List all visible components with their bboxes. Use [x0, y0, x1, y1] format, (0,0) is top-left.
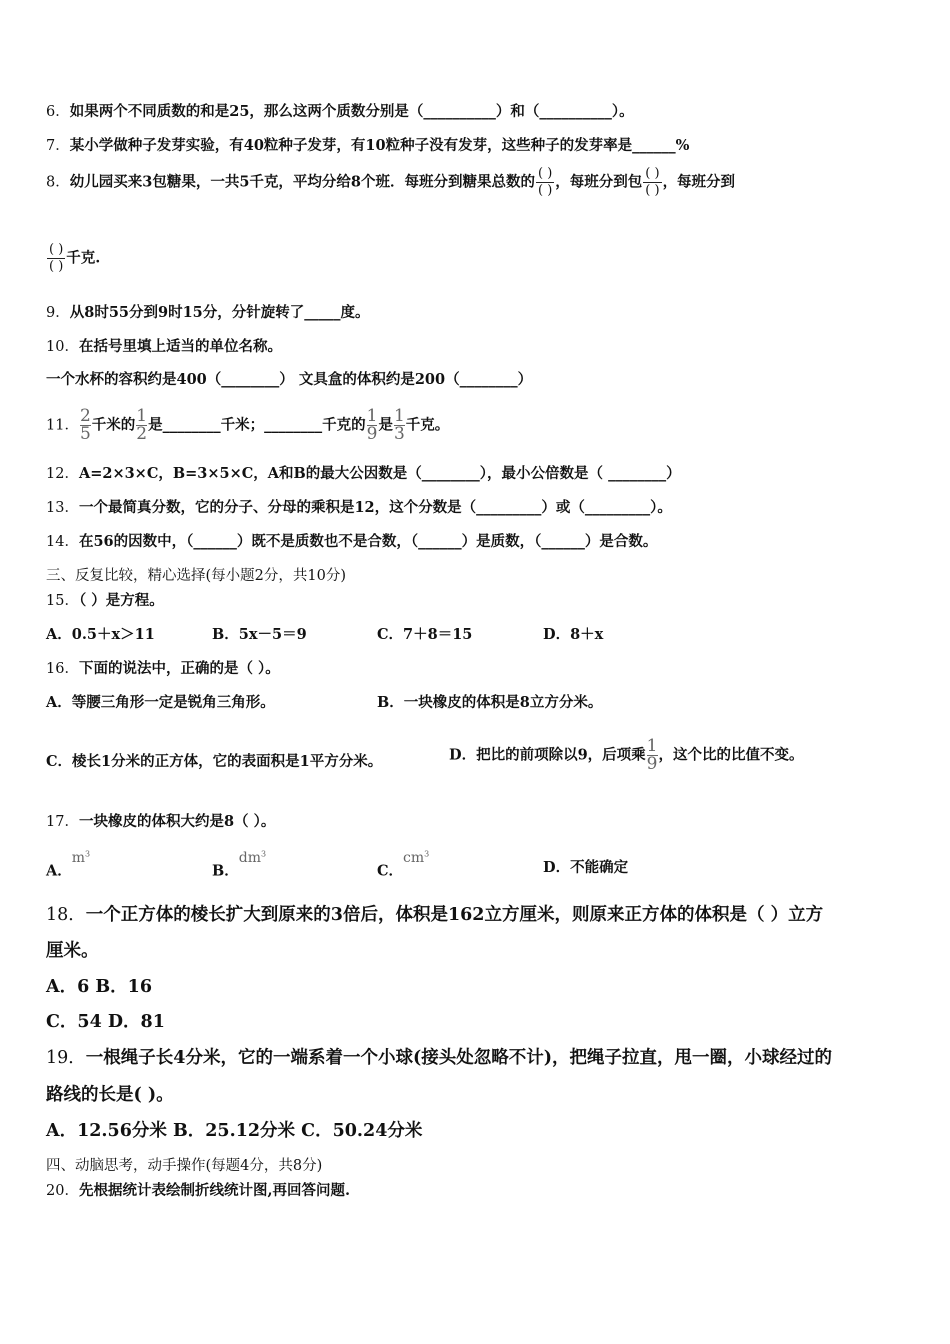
question-17 [46, 812, 275, 832]
unit-dm3: $dm^3$ [238, 849, 267, 866]
option-c[interactable]: C．$cm^3$ [377, 849, 430, 880]
question-text: 在括号里填上适当的单位名称。 [78, 338, 282, 355]
option-d[interactable]: D．不能确定 [543, 859, 629, 876]
option-d[interactable]: D．把比的前项除以9，后项乘 $\frac{1}{9}$ ，这个比的比值不变。 [449, 736, 804, 774]
question-text: 一个最简真分数，它的分子、分母的乘积是12，这个分数是（_________）或（_________）。 [78, 499, 672, 516]
fraction: $\frac{1}{2}$ [136, 406, 148, 444]
unit-m3: $m^3$ [71, 849, 91, 866]
question-number: 11． [46, 417, 79, 434]
question-number: 17． [46, 814, 79, 830]
question-text: 一块橡皮的体积大约是8（ ）。 [78, 813, 276, 830]
question-9 [46, 303, 370, 323]
question-number: 20． [46, 1183, 79, 1199]
option-b[interactable]: B．5x－5＝9 [212, 626, 307, 643]
unit-cm3: $cm^3$ [403, 849, 430, 866]
question-number: 16． [46, 661, 79, 677]
fraction: $\frac{1}{9}$ [646, 736, 658, 774]
question-text: 在56的因数中，（______）既不是质数也不是合数，（______）是质数，（______）是合数。 [78, 533, 658, 550]
question-number: 18． [46, 905, 86, 925]
fraction-blank: $\frac{( )}{( )}$ [49, 242, 64, 274]
question-8-continued: $\frac{( )}{( )}$ 千克. [49, 242, 101, 274]
question-10 [46, 337, 282, 357]
question-18 [46, 902, 823, 928]
options-cd[interactable]: C．54 D．81 [46, 1012, 165, 1032]
question-number: 10． [46, 339, 79, 355]
fraction-blank: $\frac{( )}{( )}$ [538, 166, 553, 198]
question-12 [46, 464, 681, 484]
question-number: 13． [46, 500, 79, 516]
fraction: $\frac{1}{3}$ [393, 406, 405, 444]
question-13 [46, 498, 672, 518]
question-15 [46, 591, 164, 611]
question-text: 先根据统计表绘制折线统计图,再回答问题. [78, 1182, 351, 1199]
option-a[interactable]: A．等腰三角形一定是锐角三角形。 [46, 694, 275, 711]
section-3-heading: 三、反复比较，精心选择(每小题2分，共10分) [46, 568, 346, 584]
question-text: 幼儿园买来3包糖果，一共5千克，平均分给8个班．每班分到糖果总数的 [69, 173, 535, 191]
question-number: 9． [46, 305, 70, 321]
question-11: 11． $\frac{2}{5}$ 千米的 $\frac{1}{2}$ 是________千米；________千克的 $\frac{1}{9}$ 是 $\frac{1}{3}$ 千克。 [46, 406, 450, 444]
question-number: 7． [46, 138, 70, 154]
option-c[interactable]: C．棱长1分米的正方体，它的表面积是1平方分米。 [46, 753, 383, 770]
question-19 [46, 1045, 832, 1071]
question-text: A=2×3×C，B=3×5×C，A和B的最大公因数是（________），最小公倍数是（ ________） [78, 465, 681, 482]
options-ab[interactable]: A．6 B．16 [46, 977, 152, 997]
question-number: 15． [46, 593, 79, 609]
question-number: 12． [46, 466, 79, 482]
question-number: 6． [46, 104, 70, 120]
question-text: 从8时55分到9时15分，分针旋转了_____度。 [69, 304, 370, 321]
question-text: 一个正方体的棱长扩大到原来的3倍后，体积是162立方厘米，则原来正方体的体积是（ ）立方 [85, 905, 824, 925]
question-text: 下面的说法中，正确的是（ ）。 [78, 660, 280, 677]
option-c[interactable]: C．7＋8＝15 [377, 626, 473, 643]
option-b[interactable]: B．一块橡皮的体积是8立方分米。 [377, 694, 603, 711]
question-text: （ ）是方程。 [78, 592, 164, 609]
section-4-heading: 四、动脑思考，动手操作(每题4分，共8分) [46, 1158, 323, 1174]
options[interactable]: A．12.56分米 B．25.12分米 C．50.24分米 [46, 1121, 423, 1141]
question-text: 某小学做种子发芽实验，有40粒种子发芽，有10粒种子没有发芽，这些种子的发芽率是______% [69, 137, 690, 154]
question-6 [46, 102, 634, 122]
question-14 [46, 532, 657, 552]
question-number: 19． [46, 1048, 86, 1068]
question-16 [46, 659, 280, 679]
option-b[interactable]: B．$dm^3$ [212, 849, 267, 880]
fraction-blank: $\frac{( )}{( )}$ [645, 166, 660, 198]
question-8: 8．幼儿园买来3包糖果，一共5千克，平均分给8个班．每班分到糖果总数的 $\frac{( )}{( )}$ ，每班分到包 $\frac{( )}{( )}$ ，每班分到 [46, 166, 736, 198]
option-a[interactable]: A．0.5＋x＞11 [46, 626, 155, 643]
question-text: 如果两个不同质数的和是25，那么这两个质数分别是（__________）和（__________）。 [69, 103, 634, 120]
question-18-line2: 厘米。 [46, 941, 99, 961]
option-d[interactable]: D．8＋x [543, 626, 604, 643]
question-text: 一根绳子长4分米，它的一端系着一个小球(接头处忽略不计)，把绳子拉直，甩一圈，小球经过的 [85, 1048, 833, 1068]
fraction: $\frac{2}{5}$ [79, 406, 91, 444]
question-10-line2: 一个水杯的容积约是400（________） 文具盒的体积约是200（________） [46, 371, 533, 388]
fraction: $\frac{1}{9}$ [366, 406, 378, 444]
option-a[interactable]: A．$m^3$ [46, 849, 91, 880]
question-number: 14． [46, 534, 79, 550]
question-20 [46, 1181, 350, 1201]
question-number: 8． [46, 174, 70, 191]
question-19-line2: 路线的长是( )。 [46, 1085, 174, 1105]
question-7 [46, 136, 689, 156]
